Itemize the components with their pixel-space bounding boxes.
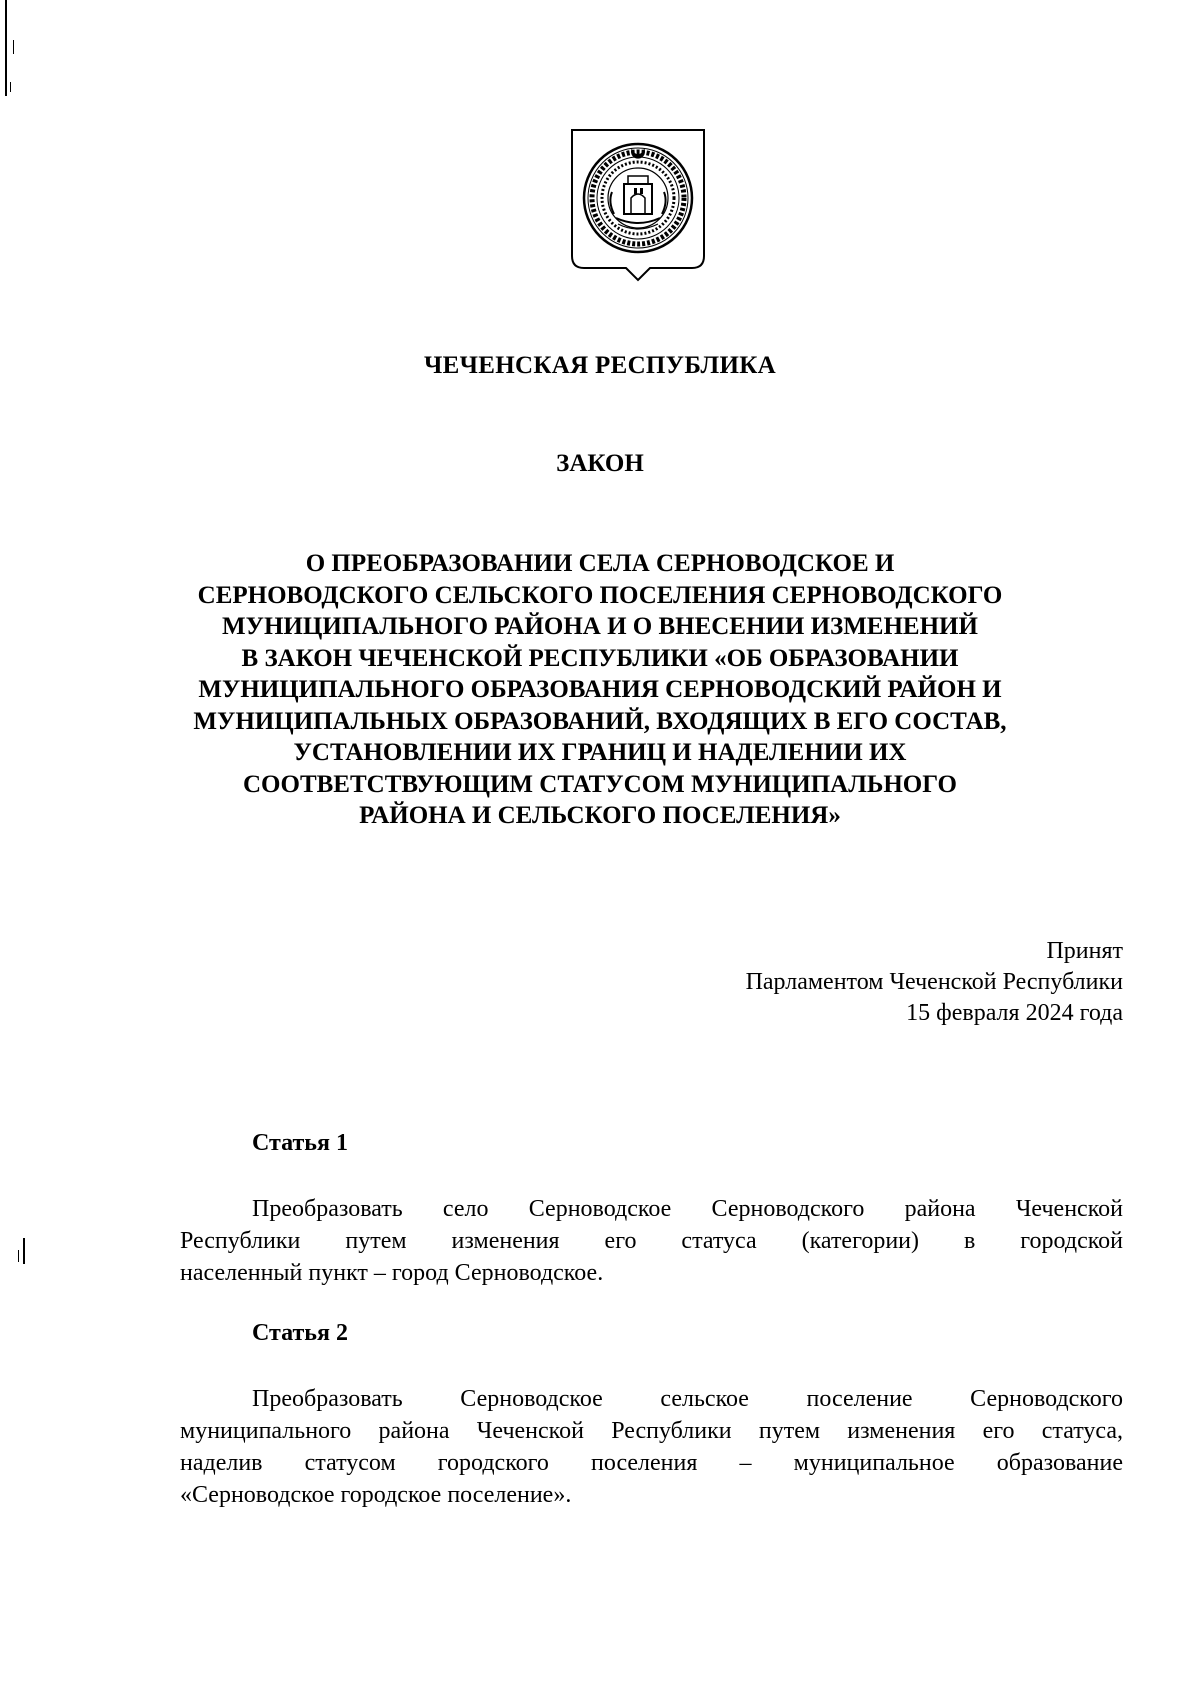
scan-artifact — [18, 1250, 19, 1262]
scan-artifact — [13, 40, 14, 54]
scan-artifact — [10, 82, 11, 92]
article-1-heading: Статья 1 — [252, 1130, 348, 1156]
article-2-line: «Серноводское городское поселение». — [180, 1482, 572, 1508]
adoption-block — [746, 936, 1123, 1029]
law-title-line: МУНИЦИПАЛЬНОГО РАЙОНА И О ВНЕСЕНИИ ИЗМЕНЕНИЙ — [222, 613, 978, 640]
scan-artifact — [5, 0, 7, 96]
adoption-status: Принят — [1046, 938, 1123, 964]
republic-name: ЧЕЧЕНСКАЯ РЕСПУБЛИКА — [424, 352, 776, 379]
scan-artifact — [23, 1238, 25, 1264]
article-2-line: наделив статусом городского поселения – муниципальное образование — [180, 1450, 1123, 1476]
article-2-line: муниципального района Чеченской Республики путем изменения его статуса, — [180, 1418, 1123, 1444]
article-2-line: Преобразовать Серноводское сельское поселение Серноводского — [252, 1386, 1123, 1412]
article-1-line: Республики путем изменения его статуса (категории) в городской — [180, 1228, 1123, 1254]
article-1-body — [180, 1193, 1123, 1289]
law-title-line: МУНИЦИПАЛЬНОГО ОБРАЗОВАНИЯ СЕРНОВОДСКИЙ РАЙОН И — [198, 676, 1002, 703]
law-title-line: О ПРЕОБРАЗОВАНИИ СЕЛА СЕРНОВОДСКОЕ И — [305, 550, 895, 577]
law-title-line: В ЗАКОН ЧЕЧЕНСКОЙ РЕСПУБЛИКИ «ОБ ОБРАЗОВАНИИ — [241, 644, 959, 672]
law-title-line: РАЙОНА И СЕЛЬСКОГО ПОСЕЛЕНИЯ» — [359, 802, 841, 829]
law-title-line: МУНИЦИПАЛЬНЫХ ОБРАЗОВАНИЙ, ВХОДЯЩИХ В ЕГО СОСТАВ, — [193, 707, 1007, 735]
law-title-line: СООТВЕТСТВУЮЩИМ СТАТУСОМ МУНИЦИПАЛЬНОГО — [243, 770, 957, 798]
law-title-line: СЕРНОВОДСКОГО СЕЛЬСКОГО ПОСЕЛЕНИЯ СЕРНОВОДСКОГО — [197, 581, 1003, 609]
law-title-line: УСТАНОВЛЕНИИ ИХ ГРАНИЦ И НАДЕЛЕНИИ ИХ — [293, 739, 907, 766]
article-2-heading: Статья 2 — [252, 1320, 348, 1346]
article-1-line: населенный пункт – город Серноводское. — [180, 1260, 604, 1286]
article-2-body — [180, 1383, 1123, 1511]
adoption-body: Парламентом Чеченской Республики — [745, 969, 1123, 995]
coat-of-arms-emblem — [568, 128, 708, 290]
article-1-line: Преобразовать село Серноводское Серноводского района Чеченской — [252, 1196, 1123, 1222]
law-title — [150, 548, 1050, 832]
document-type: ЗАКОН — [556, 450, 644, 477]
adoption-date: 15 февраля 2024 года — [906, 1000, 1123, 1026]
